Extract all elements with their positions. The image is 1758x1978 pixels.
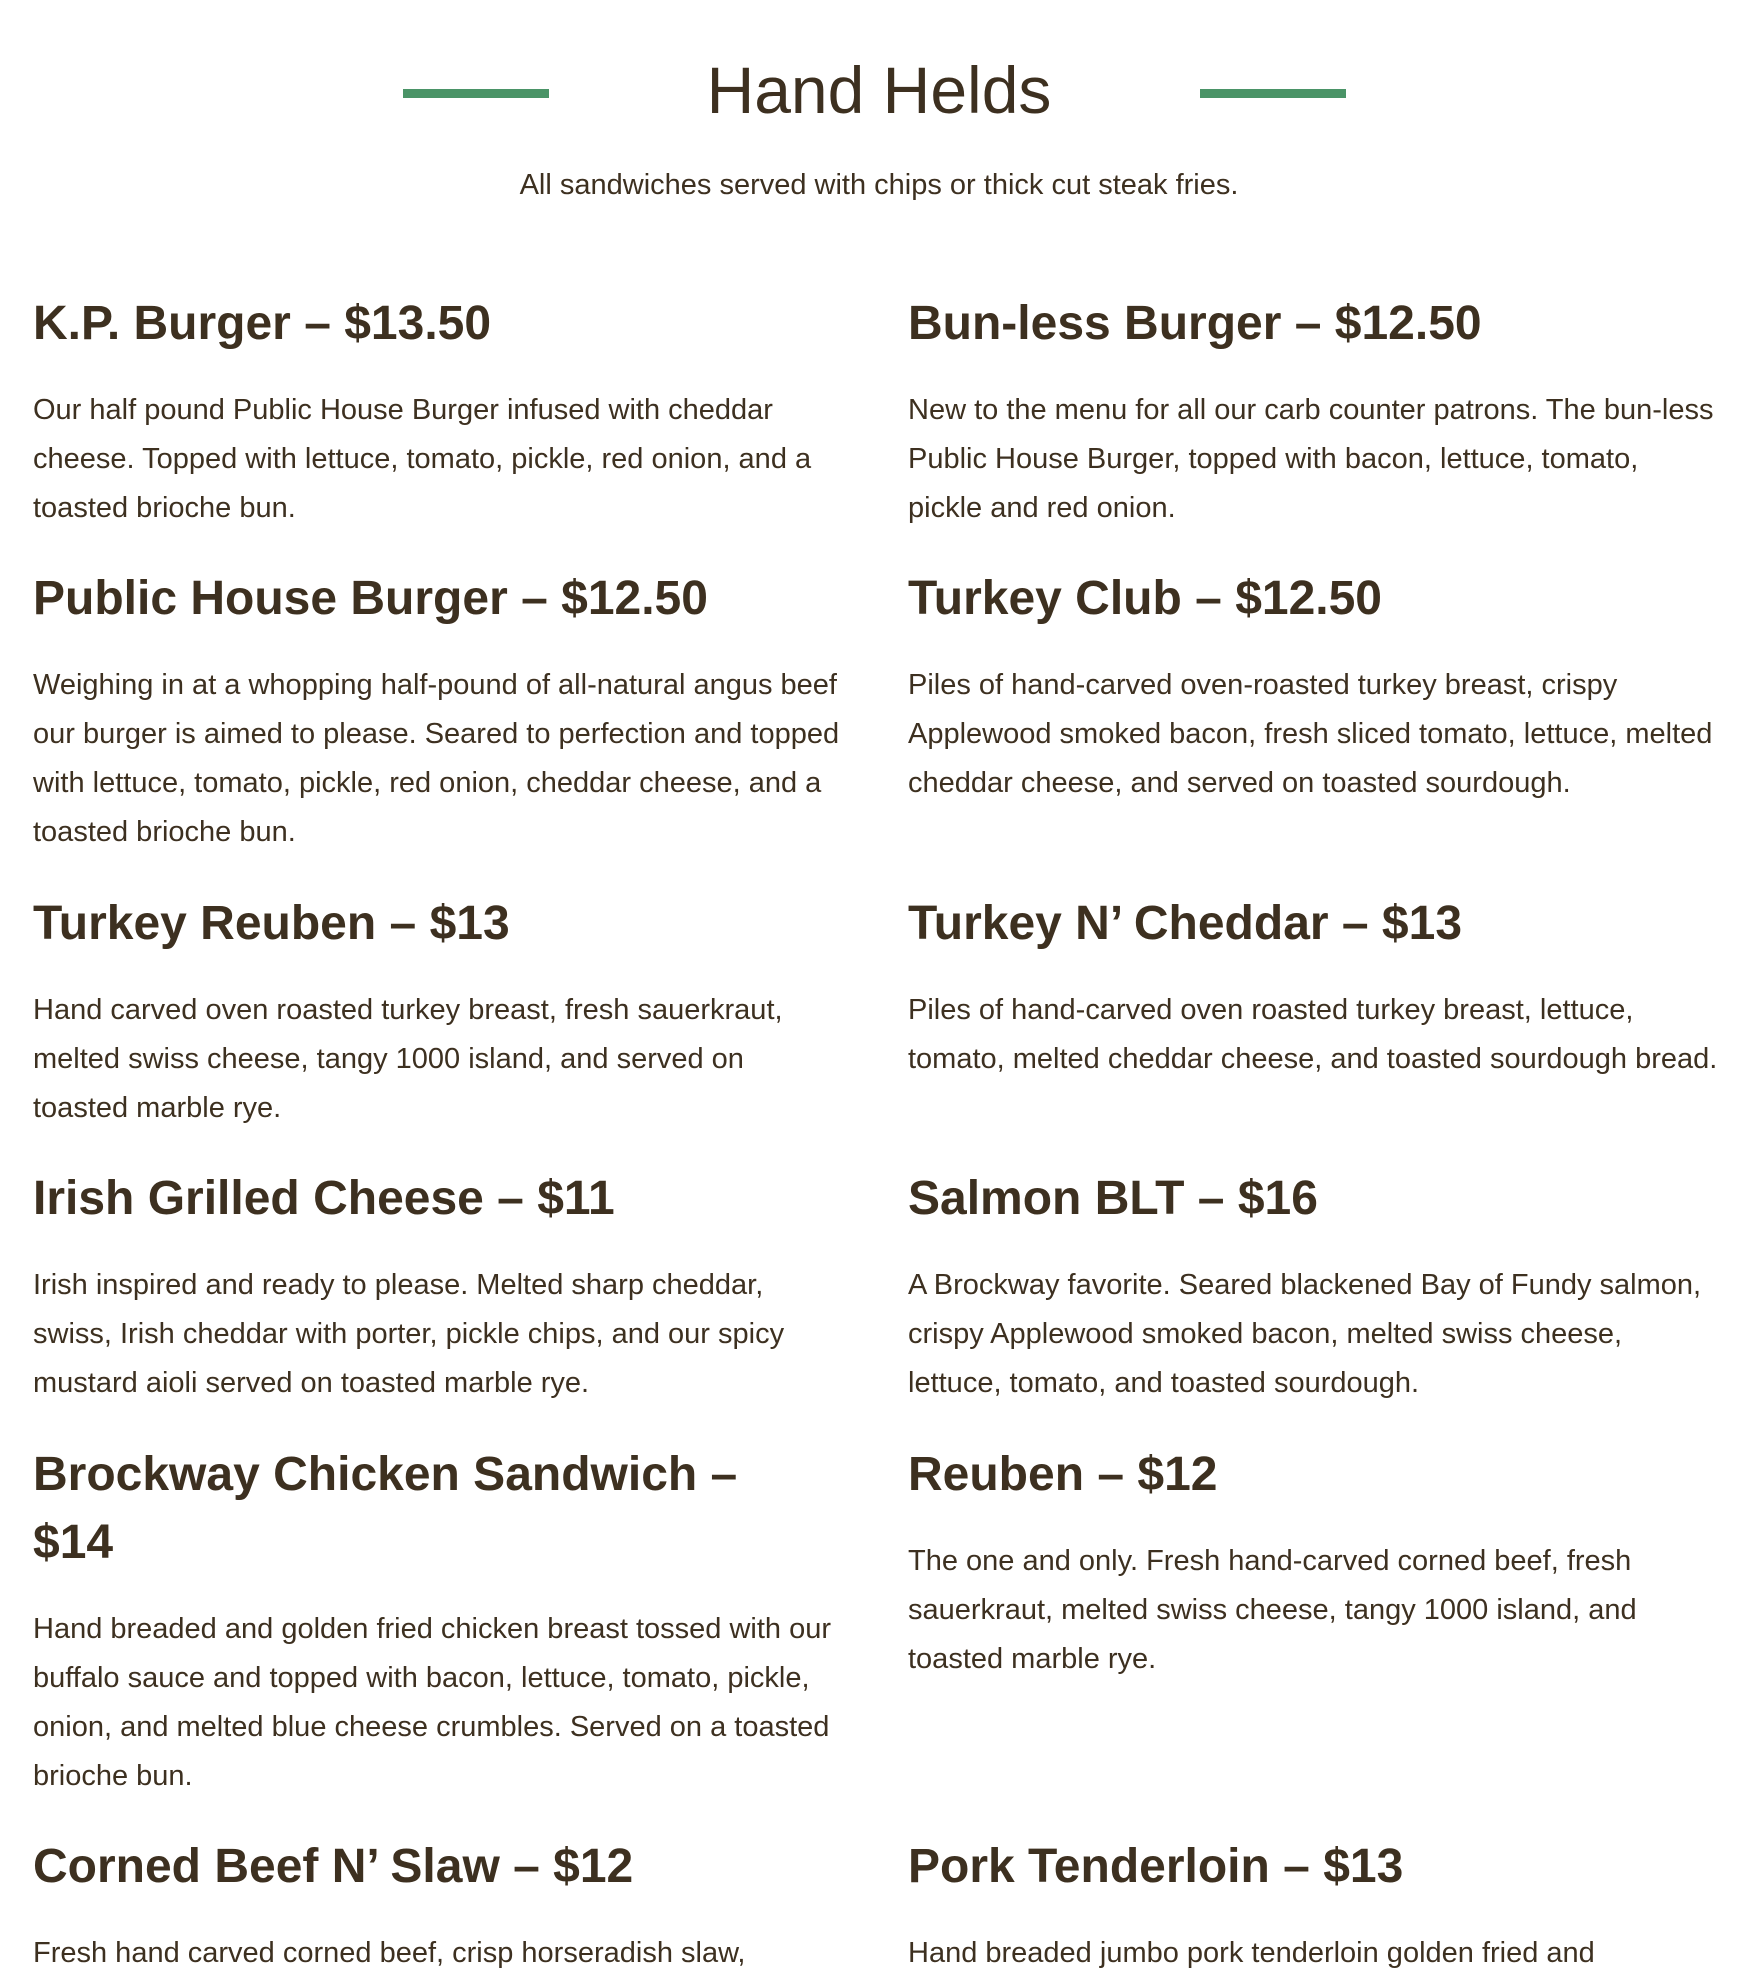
menu-item-description: Hand carved oven roasted turkey breast, fresh sauerkraut, melted swiss cheese, tangy 1000 island, and served on toasted marble rye. bbox=[33, 994, 783, 1124]
menu-item-name: Salmon BLT – $16 bbox=[908, 1172, 1318, 1225]
menu-item-name: Brockway Chicken Sandwich – $14 bbox=[33, 1448, 738, 1569]
menu-item-name: Corned Beef N’ Slaw – $12 bbox=[33, 1840, 634, 1893]
menu-item-irish-grilled-cheese bbox=[33, 1165, 843, 1408]
menu-item-description: Hand breaded and golden fried chicken breast tossed with our buffalo sauce and topped with bacon, lettuce, tomato, pickle, onion, and melted blue cheese crumbles. Served on a toasted brioche bun. bbox=[33, 1613, 832, 1792]
section-subtitle: All sandwiches served with chips or thick cut steak fries. bbox=[519, 169, 1239, 201]
menu-item-name: Turkey N’ Cheddar – $13 bbox=[908, 897, 1463, 950]
menu-item-description: Hand breaded jumbo pork tenderloin golden fried and bbox=[908, 1937, 1595, 1969]
menu-item-name: Pork Tenderloin – $13 bbox=[908, 1840, 1404, 1893]
menu-item-name: Irish Grilled Cheese – $11 bbox=[33, 1172, 615, 1225]
menu-item-salmon-blt bbox=[908, 1165, 1718, 1408]
title-rule-left bbox=[403, 89, 549, 98]
menu-item-turkey-reuben bbox=[33, 890, 843, 1133]
menu-item-reuben bbox=[908, 1441, 1718, 1684]
menu-item-name: K.P. Burger – $13.50 bbox=[33, 297, 492, 350]
menu-item-description: Fresh hand carved corned beef, crisp horseradish slaw, bbox=[33, 1937, 746, 1969]
menu-item-kp-burger bbox=[33, 290, 843, 533]
menu-item-name: Public House Burger – $12.50 bbox=[33, 572, 708, 625]
menu-item-description: Weighing in at a whopping half-pound of all-natural angus beef our burger is aimed to please. Seared to perfection and topped with lettuce, tomato, pickle, red onion, cheddar cheese, and a toasted brioche bun. bbox=[33, 669, 840, 848]
menu-item-description: A Brockway favorite. Seared blackened Bay of Fundy salmon, crispy Applewood smoked bacon, melted swiss cheese, lettuce, tomato, and toasted sourdough. bbox=[908, 1269, 1702, 1399]
menu-item-description: Irish inspired and ready to please. Melted sharp cheddar, swiss, Irish cheddar with porter, pickle chips, and our spicy mustard aioli served on toasted marble rye. bbox=[33, 1269, 785, 1399]
menu-item-description: Piles of hand-carved oven-roasted turkey breast, crispy Applewood smoked bacon, fresh sliced tomato, lettuce, melted cheddar cheese, and served on toasted sourdough. bbox=[908, 669, 1713, 799]
menu-item-turkey-n-cheddar bbox=[908, 890, 1718, 1084]
menu-item-name: Turkey Club – $12.50 bbox=[908, 572, 1382, 625]
menu-item-description: Piles of hand-carved oven roasted turkey breast, lettuce, tomato, melted cheddar cheese, and toasted sourdough bread. bbox=[908, 994, 1718, 1075]
menu-item-corned-beef-n-slaw bbox=[33, 1833, 843, 1978]
menu-item-description: Our half pound Public House Burger infused with cheddar cheese. Topped with lettuce, tomato, pickle, red onion, and a toasted brioche bun. bbox=[33, 394, 812, 524]
menu-item-name: Reuben – $12 bbox=[908, 1448, 1218, 1501]
menu-item-description: New to the menu for all our carb counter patrons. The bun-less Public House Burger, topped with bacon, lettuce, tomato, pickle and red onion. bbox=[908, 394, 1714, 524]
title-row bbox=[0, 50, 1758, 130]
title-rule-right bbox=[1200, 89, 1346, 98]
page-title: Hand Helds bbox=[706, 53, 1052, 127]
menu-item-public-house-burger bbox=[33, 565, 843, 857]
menu-item-name: Turkey Reuben – $13 bbox=[33, 897, 510, 950]
menu-item-name: Bun-less Burger – $12.50 bbox=[908, 297, 1482, 350]
menu-item-description: The one and only. Fresh hand-carved corned beef, fresh sauerkraut, melted swiss cheese, tangy 1000 island, and toasted marble rye. bbox=[908, 1545, 1637, 1675]
menu-item-pork-tenderloin bbox=[908, 1833, 1718, 1978]
menu-item-bun-less-burger bbox=[908, 290, 1718, 533]
menu-item-brockway-chicken-sandwich bbox=[33, 1441, 832, 1801]
menu-item-turkey-club bbox=[908, 565, 1718, 808]
